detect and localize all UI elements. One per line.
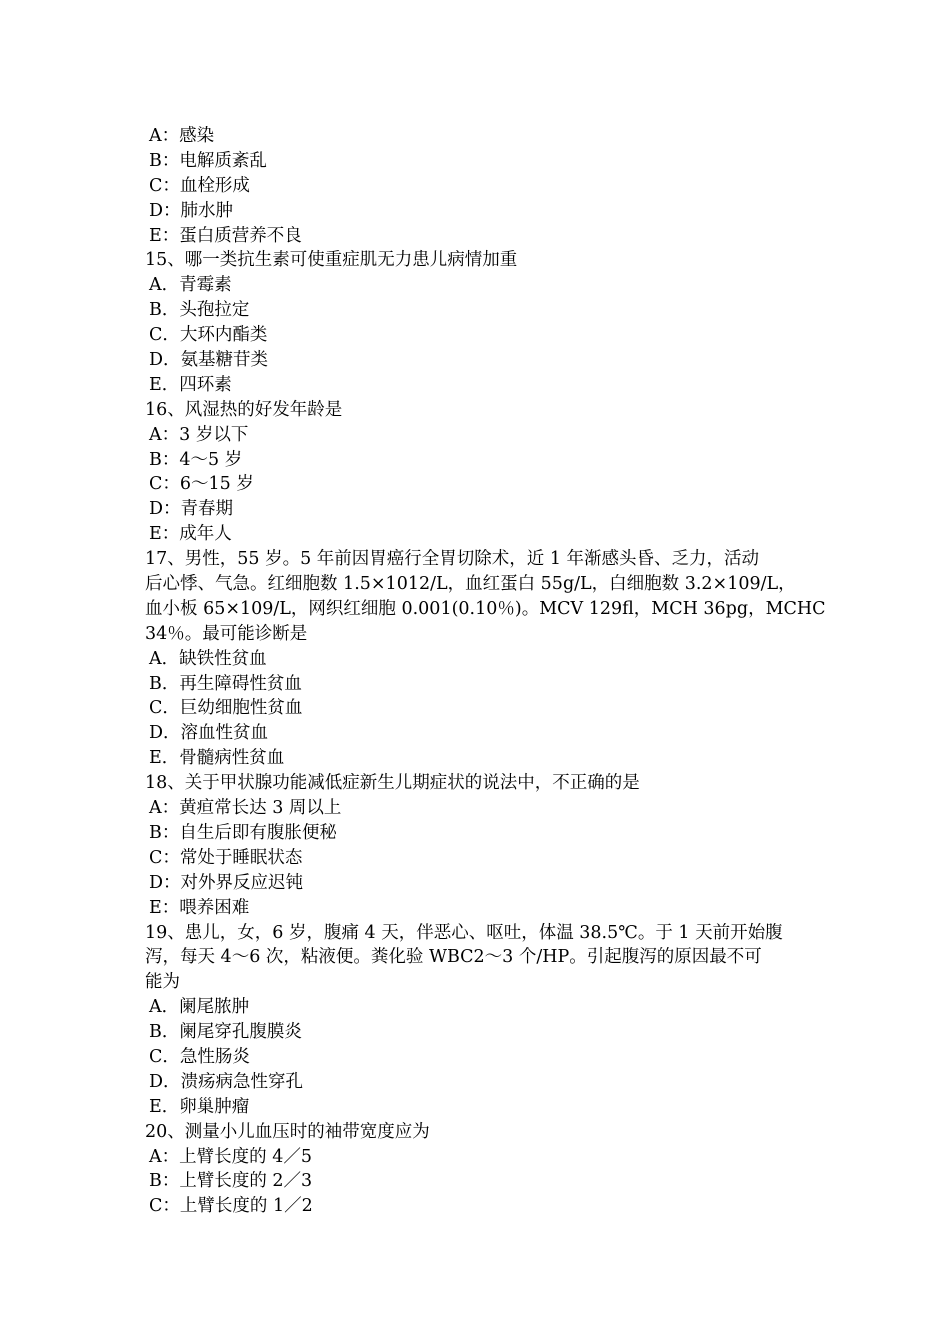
option-e: E．四环素 <box>149 374 232 395</box>
option-d: D．溶血性贫血 <box>149 723 269 744</box>
question-stem: 20、测量小儿血压时的袖带宽度应为 <box>145 1121 430 1142</box>
option-b: B：自生后即有腹胀便秘 <box>149 822 337 843</box>
option-b: B：电解质紊乱 <box>149 150 267 171</box>
question-18 <box>145 771 809 920</box>
option-b: B．阑尾穿孔腹膜炎 <box>149 1022 302 1043</box>
option-a: A：感染 <box>149 126 215 146</box>
question-stem-line: 17、男性，55 岁。5 年前因胃癌行全胃切除术，近 1 年渐感头昏、乏力，活动 <box>145 549 760 570</box>
option-b: B：4～5 岁 <box>149 449 243 470</box>
option-a: A．青霉素 <box>149 275 232 296</box>
question-stem: 15、哪一类抗生素可使重症肌无力患儿病情加重 <box>145 250 518 271</box>
option-b: B：上臂长度的 2／3 <box>149 1171 313 1192</box>
option-b: B．再生障碍性贫血 <box>149 673 302 694</box>
question-stem-line: 血小板 65×109/L，网织红细胞 0.001(0.10％)。MCV 129fl，MCH 36pg，MCHC <box>145 598 826 619</box>
option-b: B．头孢拉定 <box>149 300 250 321</box>
option-c: C．急性肠炎 <box>149 1046 250 1067</box>
question-stem: 18、关于甲状腺功能减低症新生儿期症状的说法中，不正确的是 <box>145 773 640 794</box>
document-content <box>145 124 826 1219</box>
question-stem-line: 能为 <box>145 972 180 993</box>
option-d: D．氨基糖苷类 <box>149 350 269 371</box>
option-c: C．巨幼细胞性贫血 <box>149 698 303 719</box>
previous-question-options <box>145 124 809 248</box>
option-d: D．溃疡病急性穿孔 <box>149 1071 304 1092</box>
question-stem: 16、风湿热的好发年龄是 <box>145 399 343 420</box>
question-16 <box>145 398 809 547</box>
question-stem-line: 后心悸、气急。红细胞数 1.5×1012/L，血红蛋白 55g/L，白细胞数 3.2×109/L， <box>145 574 796 595</box>
option-a: A．阑尾脓肿 <box>149 997 250 1018</box>
option-a: A：上臂长度的 4／5 <box>149 1146 312 1167</box>
option-c: C：常处于睡眠状态 <box>149 847 303 868</box>
option-e: E：喂养困难 <box>149 897 250 918</box>
option-d: D：对外界反应迟钝 <box>149 872 304 893</box>
option-a: A：黄疸常长达 3 周以上 <box>149 798 342 819</box>
option-a: A．缺铁性贫血 <box>149 648 267 669</box>
option-d: D：肺水肿 <box>149 200 234 221</box>
question-stem-line: 34％。最可能诊断是 <box>145 623 308 644</box>
question-19 <box>145 921 809 1120</box>
option-c: C：上臂长度的 1／2 <box>149 1196 313 1217</box>
option-e: E：成年人 <box>149 524 232 545</box>
question-stem-line: 泻，每天 4～6 次，粘液便。粪化验 WBC2～3 个/HP。引起腹泻的原因最不可 <box>145 947 762 968</box>
option-e: E：蛋白质营养不良 <box>149 225 302 246</box>
question-20 <box>145 1120 809 1220</box>
option-e: E．骨髓病性贫血 <box>149 748 285 769</box>
option-c: C：6～15 岁 <box>149 474 254 495</box>
question-stem-line: 19、患儿，女，6 岁，腹痛 4 天，伴恶心、呕吐，体温 38.5℃。于 1 天前开始腹 <box>145 922 783 943</box>
question-15 <box>145 248 809 397</box>
option-a: A：3 岁以下 <box>149 424 249 445</box>
option-c: C．大环内酯类 <box>149 325 268 346</box>
question-17 <box>145 547 826 771</box>
option-d: D：青春期 <box>149 499 234 520</box>
option-c: C：血栓形成 <box>149 175 250 196</box>
option-e: E．卵巢肿瘤 <box>149 1096 250 1117</box>
